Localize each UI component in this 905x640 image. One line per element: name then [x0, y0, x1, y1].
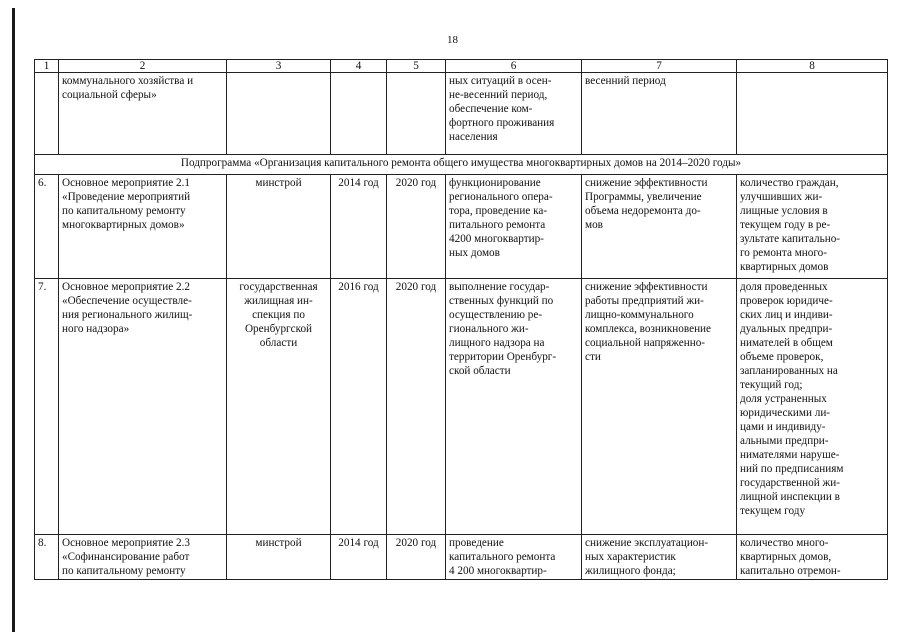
continued-executor-cell — [227, 73, 331, 155]
header-cell-8: 8 — [737, 60, 888, 73]
activity-name-cell: Основное мероприятие 2.1 «Проведение мероприятий по капитальному ремонту многоквартирных домов» — [59, 175, 227, 279]
header-cell-1: 1 — [35, 60, 59, 73]
row-number: 7. — [35, 279, 59, 535]
header-cell-4: 4 — [331, 60, 387, 73]
continued-end-cell — [387, 73, 446, 155]
header-cell-5: 5 — [387, 60, 446, 73]
scan-edge-shadow — [12, 8, 15, 632]
activity-name-cell: Основное мероприятие 2.2 «Обеспечение осуществле- ния регионального жилищ- ного надзора» — [59, 279, 227, 535]
executor-cell: минстрой — [227, 535, 331, 580]
header-cell-2: 2 — [59, 60, 227, 73]
table-row — [35, 279, 888, 535]
indicators-cell: количество много- квартирных домов, капитально отремон- — [737, 535, 888, 580]
indicators-cell: количество граждан, улучшивших жи- лищные условия в текущем году в ре- зультате капитально- го ремонта много- квартирных домов — [737, 175, 888, 279]
subprogram-row — [35, 155, 888, 175]
continued-name-cell: коммунального хозяйства и социальной сферы» — [59, 73, 227, 155]
header-cell-7: 7 — [582, 60, 737, 73]
row-number: 8. — [35, 535, 59, 580]
indicators-cell: доля проведенных проверок юридиче- ских лиц и индиви- дуальных предпри- нимателей в общем объеме проверок, запланированных на текущий год; доля устраненных юридическими ли- цами и индивиду- альными предпри- нимателями наруше- ний по предписаниям государственной жи- лищной инспекции в текущем году — [737, 279, 888, 535]
expected-result-cell: функционирование регионального опера- тора, проведение ка- питального ремонта 4200 многоквартир- ных домов — [446, 175, 582, 279]
continued-num-cell — [35, 73, 59, 155]
row-number: 6. — [35, 175, 59, 279]
executor-cell: минстрой — [227, 175, 331, 279]
activities-table — [34, 59, 888, 580]
table-row — [35, 535, 888, 580]
page-number: 18 — [447, 34, 458, 46]
consequences-cell: снижение эксплуатацион- ных характеристик жилищного фонда; — [582, 535, 737, 580]
continued-indicators-cell — [737, 73, 888, 155]
end-year-cell: 2020 год — [387, 175, 446, 279]
consequences-cell: снижение эффективности работы предприятий жи- лищно-коммунального комплекса, возникновение социальной напряженно- сти — [582, 279, 737, 535]
table-row — [35, 175, 888, 279]
expected-result-cell: проведение капитального ремонта 4 200 многоквартир- — [446, 535, 582, 580]
subprogram-title: Подпрограмма «Организация капитального ремонта общего имущества многоквартирных домов на 2014–2020 годы» — [35, 155, 888, 175]
header-row — [35, 60, 888, 73]
activity-name-cell: Основное мероприятие 2.3 «Софинансирование работ по капитальному ремонту — [59, 535, 227, 580]
executor-cell: государственная жилищная ин- спекция по Оренбургской области — [227, 279, 331, 535]
expected-result-cell: выполнение государ- ственных функций по осуществлению ре- гионального жи- лищного надзора на территории Оренбург- ской области — [446, 279, 582, 535]
start-year-cell: 2014 год — [331, 175, 387, 279]
end-year-cell: 2020 год — [387, 535, 446, 580]
header-cell-6: 6 — [446, 60, 582, 73]
continued-result-cell: ных ситуаций в осен- не-весенний период, обеспечение ком- фортного проживания населения — [446, 73, 582, 155]
continued-start-cell — [331, 73, 387, 155]
start-year-cell: 2014 год — [331, 535, 387, 580]
continued-consequences-cell: весенний период — [582, 73, 737, 155]
continued-row — [35, 73, 888, 155]
end-year-cell: 2020 год — [387, 279, 446, 535]
header-cell-3: 3 — [227, 60, 331, 73]
consequences-cell: снижение эффективности Программы, увеличение объема недоремонта до- мов — [582, 175, 737, 279]
start-year-cell: 2016 год — [331, 279, 387, 535]
